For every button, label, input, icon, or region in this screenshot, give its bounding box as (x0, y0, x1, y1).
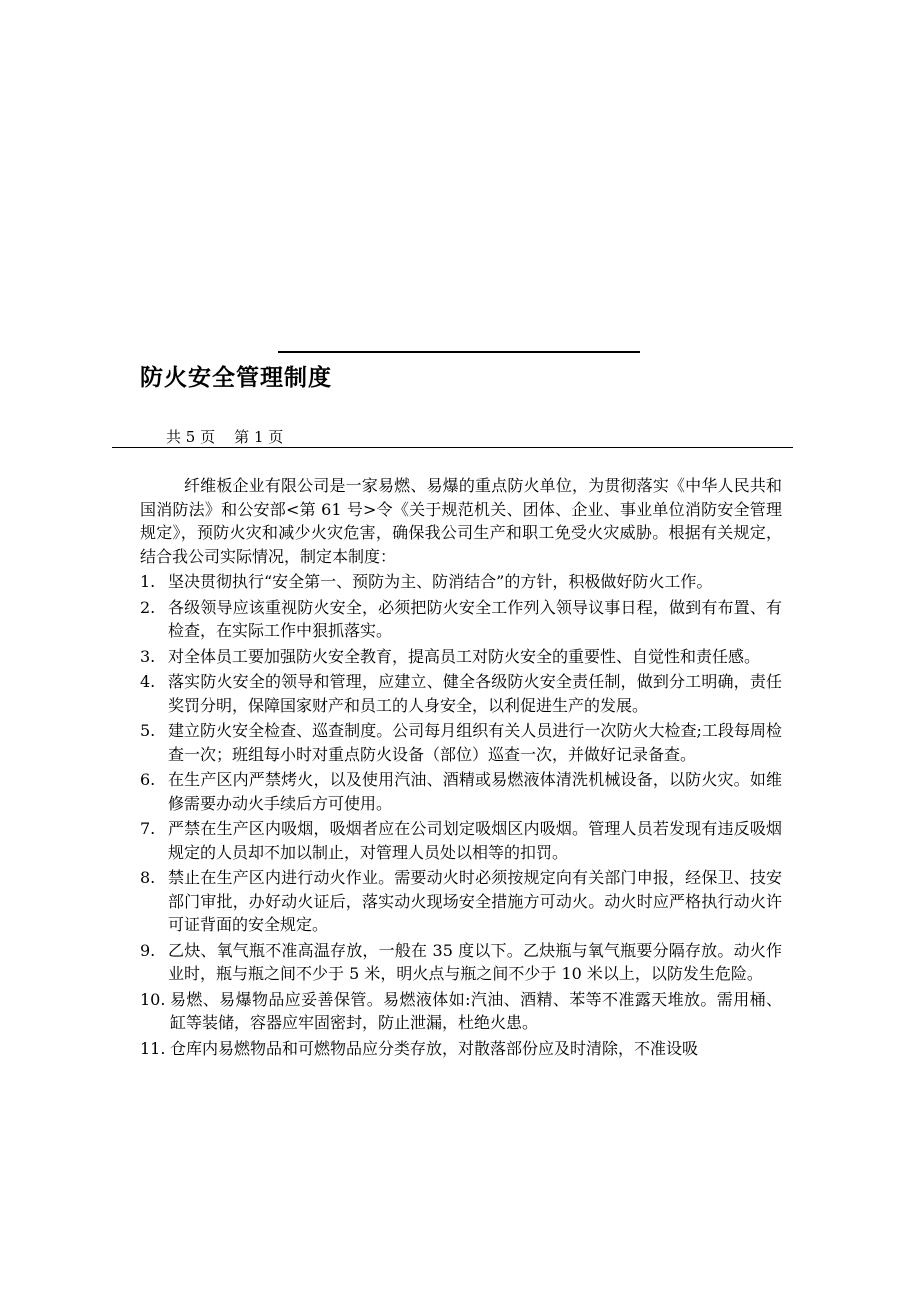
page-current: 第 1 页 (234, 428, 284, 446)
header-rule (112, 447, 793, 448)
item-text: 禁止在生产区内进行动火作业。需要动火时必须按规定向有关部门申报，经保卫、技安部门审批，办好动火证后，落实动火现场安全措施方可动火。动火时应严格执行动火许可证背面的安全规定。 (168, 868, 782, 934)
list-item (140, 1037, 782, 1061)
item-text: 坚决贯彻执行“安全第一、预防为主、防消结合”的方针，积极做好防火工作。 (168, 572, 713, 591)
list-item (140, 570, 782, 594)
item-text: 严禁在生产区内吸烟，吸烟者应在公司划定吸烟区内吸烟。管理人员若发现有违反吸烟规定的人员却不加以制止，对管理人员处以相等的扣罚。 (168, 819, 782, 862)
item-number: 9. (140, 940, 156, 960)
list-item (140, 719, 782, 766)
list-item (140, 645, 782, 669)
item-number: 11. (140, 1038, 166, 1058)
item-number: 5. (140, 721, 156, 740)
top-rule (278, 351, 640, 353)
item-number: 7. (140, 819, 156, 838)
item-text: 乙炔、氧气瓶不准高温存放，一般在 35 度以下。乙炔瓶与氧气瓶要分隔存放。动火作业时，瓶与瓶之间不少于 5 米，明火点与瓶之间不少于 10 米以上，以防发生危险。 (168, 940, 782, 983)
page-total: 共 5 页 (166, 428, 216, 446)
page-info (166, 427, 283, 447)
item-text: 仓库内易燃物品和可燃物品应分类存放，对散落部份应及时清除，不准设吸 (170, 1038, 699, 1058)
item-text: 易燃、易爆物品应妥善保管。易燃液体如:汽油、酒精、苯等不准露天堆放。需用桶、缸等装储，容器应牢固密封，防止泄漏，杜绝火患。 (170, 989, 782, 1032)
item-text: 对全体员工要加强防火安全教育，提高员工对防火安全的重要性、自觉性和责任感。 (168, 646, 761, 666)
item-text: 在生产区内严禁烤火，以及使用汽油、酒精或易燃液体清洗机械设备，以防火灾。如维修需要办动火手续后方可使用。 (168, 770, 782, 813)
list-item (140, 988, 782, 1035)
item-number: 4. (140, 672, 156, 691)
intro-paragraph: 纤维板企业有限公司是一家易燃、易爆的重点防火单位，为贯彻落实《中华人民共和国消防法》和公安部<第 61 号>令《关于规范机关、团体、企业、事业单位消防安全管理规定》，预防火灾和减少火灾危害，确保我公司生产和职工免受火灾威胁。根据有关规定，结合我公司实际情况，制定本制度： (140, 476, 782, 566)
list-item (140, 939, 782, 986)
item-number: 8. (140, 868, 156, 887)
rules-list (140, 570, 782, 1060)
list-item (140, 768, 782, 815)
list-item (140, 670, 782, 717)
item-text: 落实防火安全的领导和管理，应建立、健全各级防火安全责任制，做到分工明确，责任奖罚分明，保障国家财产和员工的人身安全，以利促进生产的发展。 (168, 672, 782, 715)
item-number: 6. (140, 770, 156, 789)
item-number: 3. (140, 646, 156, 666)
document-body (140, 474, 782, 1060)
item-text: 建立防火安全检查、巡查制度。公司每月组织有关人员进行一次防火大检查;工段每周检查一次；班组每小时对重点防火设备（部位）巡查一次，并做好记录备查。 (168, 721, 782, 764)
item-text: 各级领导应该重视防火安全，必须把防火安全工作列入领导议事日程，做到有布置、有检查，在实际工作中狠抓落实。 (168, 597, 782, 640)
document-title: 防火安全管理制度 (140, 365, 332, 391)
list-item (140, 596, 782, 643)
item-number: 1. (140, 572, 156, 591)
item-number: 2. (140, 597, 156, 617)
list-item (140, 866, 782, 937)
item-number: 10. (140, 989, 166, 1009)
list-item (140, 817, 782, 864)
